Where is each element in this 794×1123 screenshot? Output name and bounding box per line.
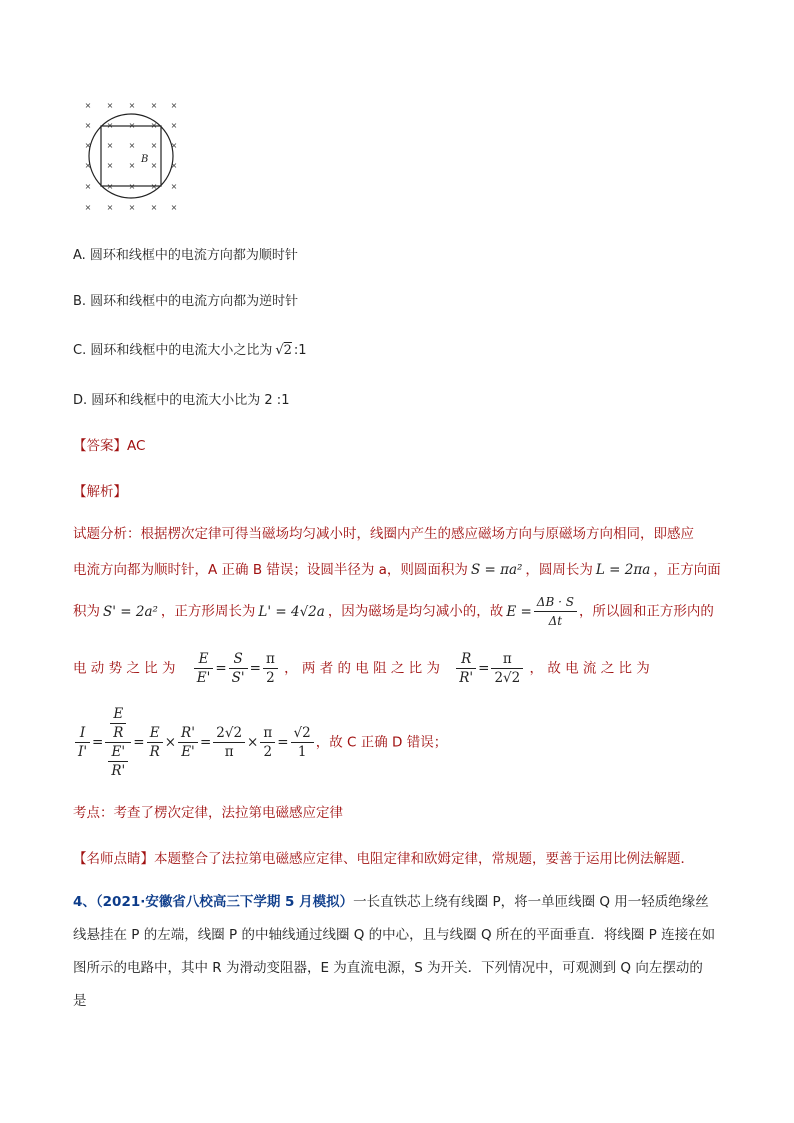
svg-text:×: × xyxy=(170,182,178,191)
svg-text:×: × xyxy=(84,141,92,150)
svg-text:×: × xyxy=(128,141,136,150)
magnetic-field-figure xyxy=(78,96,186,216)
question-number: 4、 xyxy=(73,894,96,910)
analysis-line-5: $\frac{I}{I'}$ = $\frac{\frac{E}{R}}{\frac{E'}{R'}}$ = $\frac{E}{R}$ × $\frac{R'}{E'}$ = $\frac{2√2}{\pi}$ × $\frac{\pi}{2}$ = $\frac{√2}{1}$ ，故 C 正确 D 错误； xyxy=(73,705,447,780)
emf-formula: $\frac{\Delta B \cdot S}{\Delta t}$ xyxy=(534,593,577,630)
square-perimeter-formula: L' = 4√2a xyxy=(258,603,325,620)
answer-label: 【答案】 xyxy=(73,438,127,454)
svg-text:×: × xyxy=(84,101,92,110)
option-b: B. 圆环和线框中的电流方向都为逆时针 xyxy=(73,294,299,309)
svg-text:×: × xyxy=(150,121,158,130)
svg-text:×: × xyxy=(150,182,158,191)
frac-s: $\frac{S}{S'}$ xyxy=(229,650,248,687)
field-crosses xyxy=(85,101,178,212)
svg-text:×: × xyxy=(84,121,92,130)
question-source: （2021·安徽省八校高三下学期 5 月模拟） xyxy=(95,894,354,910)
square-area-formula: S' = 2a² xyxy=(103,603,158,620)
question-4-line-4: 是 xyxy=(73,993,87,1009)
frac-r-prime-e-prime: $\frac{R'}{E'}$ xyxy=(178,724,198,761)
option-c-sqrt: √2 xyxy=(275,343,292,358)
svg-text:×: × xyxy=(106,141,114,150)
frac-2sqrt2-pi: $\frac{2√2}{\pi}$ xyxy=(213,724,245,761)
frac-compound: $\frac{\frac{E}{R}}{\frac{E'}{R'}}$ xyxy=(105,705,131,780)
frac-pi-2b: $\frac{\pi}{2}$ xyxy=(260,724,275,761)
analysis-line-4: 电 动 势 之 比 为 $\frac{E}{E'}$ = $\frac{S}{S'}$ = $\frac{\pi}{2}$ ， 两 者 的 电 阻 之 比 为 $\frac{R}{R'}$ = $\frac{\pi}{2√2}$ ， 故 电 流 之 比 为 xyxy=(73,651,650,686)
question-4-line-1: 4、（2021·安徽省八校高三下学期 5 月模拟）一长直铁芯上绕有线圈 P，将一单匝线圈 Q 用一轻质绝缘丝 xyxy=(73,894,709,910)
svg-text:×: × xyxy=(106,101,114,110)
svg-text:×: × xyxy=(170,101,178,110)
svg-text:×: × xyxy=(128,121,136,130)
frac-resistance-ratio: $\frac{\pi}{2√2}$ xyxy=(491,650,523,687)
analysis-line-2: 电流方向都为顺时针，A 正确 B 错误；设圆半径为 a，则圆面积为 S = πa² ，圆周长为 L = 2πa ，正方向面 xyxy=(73,562,721,578)
analysis-line-1: 试题分析：根据楞次定律可得当磁场均匀减小时，线圈内产生的感应磁场方向与原磁场方向相同，即感应 xyxy=(73,526,694,542)
svg-text:×: × xyxy=(150,161,158,170)
svg-text:×: × xyxy=(106,203,114,212)
svg-text:×: × xyxy=(128,203,136,212)
svg-text:×: × xyxy=(84,182,92,191)
svg-text:×: × xyxy=(84,161,92,170)
svg-text:×: × xyxy=(106,121,114,130)
svg-text:×: × xyxy=(170,203,178,212)
option-c-suffix: :1 xyxy=(293,343,307,358)
answer-value: AC xyxy=(127,438,146,454)
svg-text:×: × xyxy=(170,141,178,150)
option-d: D. 圆环和线框中的电流大小比为 2 :1 xyxy=(73,393,290,408)
svg-text:×: × xyxy=(128,101,136,110)
analysis-line-3: 积为 S' = 2a² ，正方形周长为 L' = 4√2a ，因为磁场是均匀减小的，故 E = $\frac{\Delta B \cdot S}{\Delta t}$ ，所以圆和正方形内的 xyxy=(73,595,714,628)
frac-e: $\frac{E}{E'}$ xyxy=(194,650,214,687)
svg-text:×: × xyxy=(106,161,114,170)
svg-text:×: × xyxy=(170,161,178,170)
svg-text:×: × xyxy=(128,182,136,191)
question-4-line-2: 线悬挂在 P 的左端，线圈 P 的中轴线通过线圈 Q 的中心，且与线圈 Q 所在的平面垂直．将线圈 P 连接在如 xyxy=(73,927,716,943)
frac-e-r: $\frac{E}{R}$ xyxy=(147,724,163,761)
svg-text:×: × xyxy=(128,161,136,170)
svg-text:×: × xyxy=(170,121,178,130)
field-label-b: B xyxy=(141,154,149,165)
analysis-label: 【解析】 xyxy=(73,484,127,500)
frac-sqrt2-1: $\frac{√2}{1}$ xyxy=(291,724,314,761)
svg-text:×: × xyxy=(106,182,114,191)
answer-row xyxy=(73,434,145,454)
question-4-line-3: 图所示的电路中，其中 R 为滑动变阻器，E 为直流电源，S 为开关．下列情况中，可观测到 Q 向左摆动的 xyxy=(73,960,703,976)
option-c xyxy=(73,339,307,358)
svg-text:×: × xyxy=(150,141,158,150)
circle-perimeter-formula: L = 2πa xyxy=(595,562,651,578)
frac-r: $\frac{R}{R'}$ xyxy=(456,650,476,687)
option-a: A. 圆环和线框中的电流方向都为顺时针 xyxy=(73,248,298,263)
svg-text:×: × xyxy=(84,203,92,212)
frac-i: $\frac{I}{I'}$ xyxy=(75,724,90,761)
option-c-text: C. 圆环和线框中的电流大小之比为 xyxy=(73,343,273,358)
key-points: 考点：考查了楞次定律，法拉第电磁感应定律 xyxy=(73,805,343,821)
comment-text: 本题整合了法拉第电磁感应定律、电阻定律和欧姆定律，常规题，要善于运用比例法解题． xyxy=(154,851,694,867)
square-frame xyxy=(101,126,161,186)
svg-text:×: × xyxy=(150,101,158,110)
circle-area-formula: S = πa² xyxy=(470,562,523,578)
frac-pi-2: $\frac{\pi}{2}$ xyxy=(263,650,278,687)
comment-label: 【名师点睛】 xyxy=(73,851,154,867)
svg-text:×: × xyxy=(150,203,158,212)
teacher-comment xyxy=(73,847,694,867)
